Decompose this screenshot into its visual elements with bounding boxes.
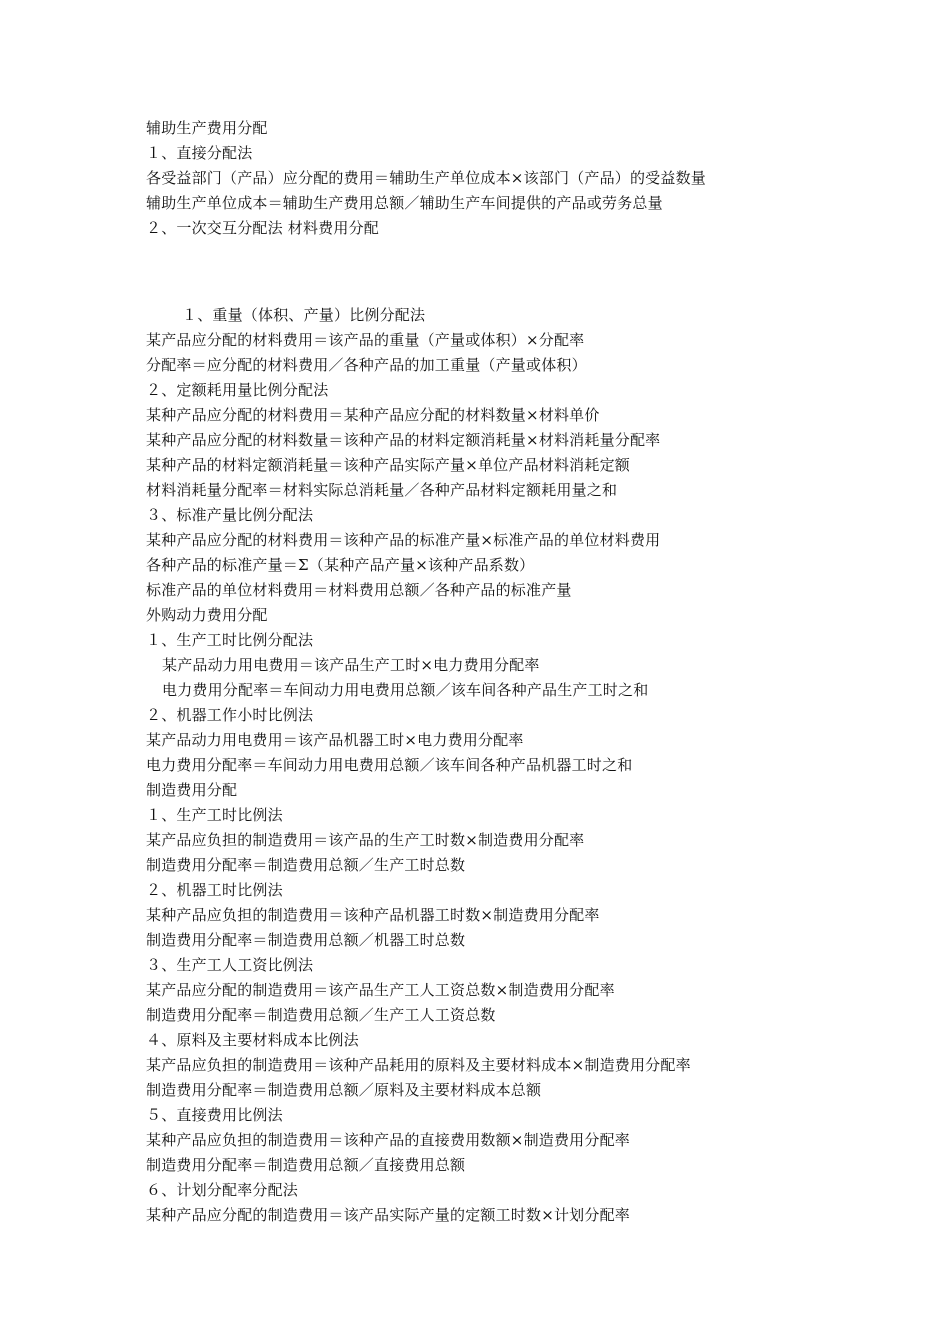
formula-line: 电力费用分配率＝车间动力用电费用总额／该车间各种产品生产工时之和 — [162, 681, 649, 699]
method-heading: ４、原料及主要材料成本比例法 — [146, 1031, 359, 1049]
formula-line: 某种产品应分配的材料费用＝某种产品应分配的材料数量×材料单价 — [146, 406, 600, 424]
section-title-auxiliary-allocation: 辅助生产费用分配 — [146, 119, 268, 137]
method-heading: １、生产工时比例分配法 — [146, 631, 314, 649]
formula-line: 某产品动力用电费用＝该产品机器工时×电力费用分配率 — [146, 731, 524, 749]
formula-line: 某种产品应负担的制造费用＝该种产品的直接费用数额×制造费用分配率 — [146, 1131, 630, 1149]
formula-line: 材料消耗量分配率＝材料实际总消耗量／各种产品材料定额耗用量之和 — [146, 481, 618, 499]
formula-line: 某产品应负担的制造费用＝该产品的生产工时数×制造费用分配率 — [146, 831, 585, 849]
formula-line: 某种产品的材料定额消耗量＝该种产品实际产量×单位产品材料消耗定额 — [146, 456, 630, 474]
method-heading: １、重量（体积、产量）比例分配法 — [182, 306, 426, 324]
method-heading: ３、生产工人工资比例法 — [146, 956, 314, 974]
formula-line: 某种产品应负担的制造费用＝该种产品机器工时数×制造费用分配率 — [146, 906, 600, 924]
method-heading: ５、直接费用比例法 — [146, 1106, 283, 1124]
formula-line: 某产品应负担的制造费用＝该种产品耗用的原料及主要材料成本×制造费用分配率 — [146, 1056, 691, 1074]
formula-line: 制造费用分配率＝制造费用总额／直接费用总额 — [146, 1156, 466, 1174]
formula-line: 辅助生产单位成本＝辅助生产费用总额／辅助生产车间提供的产品或劳务总量 — [146, 194, 663, 212]
formula-line: 某种产品应分配的制造费用＝该产品实际产量的定额工时数×计划分配率 — [146, 1206, 630, 1224]
formula-line: 某产品应分配的制造费用＝该产品生产工人工资总数×制造费用分配率 — [146, 981, 615, 999]
formula-line: 某种产品应分配的材料数量＝该种产品的材料定额消耗量×材料消耗量分配率 — [146, 431, 661, 449]
method-heading: ６、计划分配率分配法 — [146, 1181, 299, 1199]
formula-line: 某产品动力用电费用＝该产品生产工时×电力费用分配率 — [162, 656, 540, 674]
formula-line: 制造费用分配率＝制造费用总额／原料及主要材料成本总额 — [146, 1081, 542, 1099]
formula-line: 各受益部门（产品）应分配的费用＝辅助生产单位成本×该部门（产品）的受益数量 — [146, 169, 706, 187]
section-title-overhead-allocation: 制造费用分配 — [146, 781, 238, 799]
formula-line: 制造费用分配率＝制造费用总额／生产工时总数 — [146, 856, 466, 874]
method-heading: １、直接分配法 — [146, 144, 253, 162]
method-heading: ２、一次交互分配法 材料费用分配 — [146, 219, 379, 237]
method-heading: ３、标准产量比例分配法 — [146, 506, 314, 524]
method-heading: ２、机器工时比例法 — [146, 881, 283, 899]
formula-line: 分配率＝应分配的材料费用／各种产品的加工重量（产量或体积） — [146, 356, 587, 374]
formula-line: 某产品应分配的材料费用＝该产品的重量（产量或体积）×分配率 — [146, 331, 585, 349]
method-heading: １、生产工时比例法 — [146, 806, 283, 824]
formula-line: 某种产品应分配的材料费用＝该种产品的标准产量×标准产品的单位材料费用 — [146, 531, 661, 549]
method-heading: ２、机器工作小时比例法 — [146, 706, 314, 724]
formula-line: 制造费用分配率＝制造费用总额／生产工人工资总数 — [146, 1006, 496, 1024]
formula-line: 各种产品的标准产量＝Σ（某种产品产量×该种产品系数） — [146, 556, 535, 574]
method-heading: ２、定额耗用量比例分配法 — [146, 381, 329, 399]
formula-line: 制造费用分配率＝制造费用总额／机器工时总数 — [146, 931, 466, 949]
section-title-power-allocation: 外购动力费用分配 — [146, 606, 268, 624]
formula-line: 电力费用分配率＝车间动力用电费用总额／该车间各种产品机器工时之和 — [146, 756, 633, 774]
formula-line: 标准产品的单位材料费用＝材料费用总额／各种产品的标准产量 — [146, 581, 572, 599]
